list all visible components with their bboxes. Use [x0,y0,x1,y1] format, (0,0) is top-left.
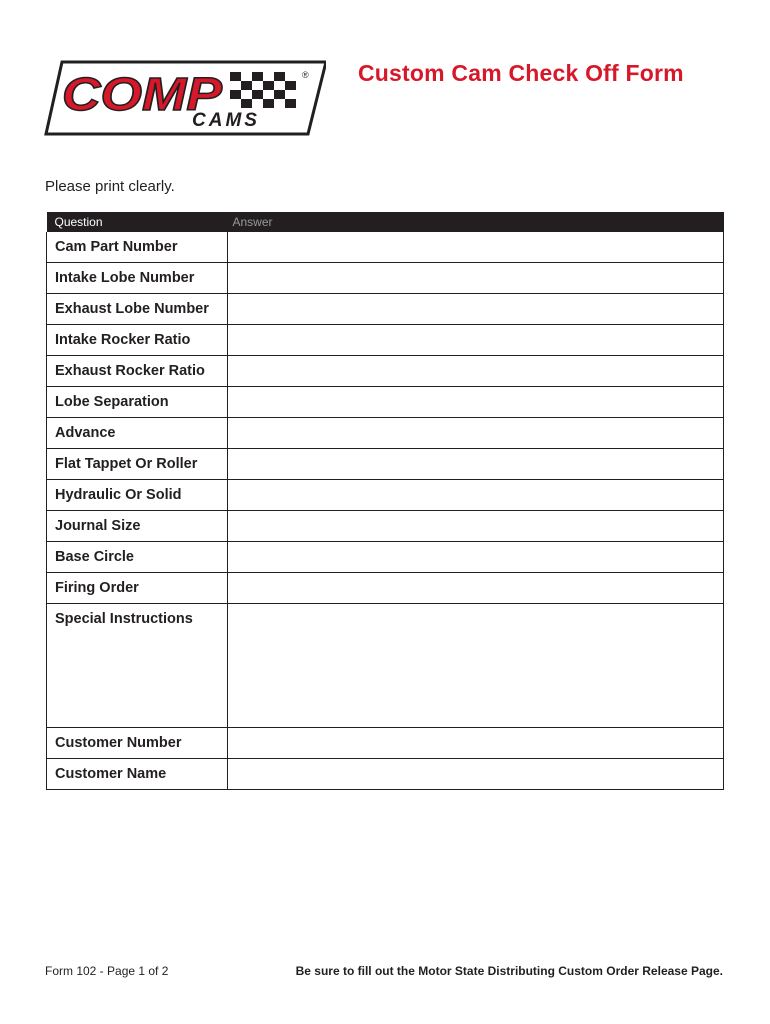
answer-field[interactable] [228,480,724,511]
answer-field[interactable] [228,759,724,790]
answer-field[interactable] [228,263,724,294]
table-header-row [47,212,724,232]
answer-field[interactable] [228,418,724,449]
page-title: Custom Cam Check Off Form [358,60,684,86]
logo-brand-text: COMP [62,68,223,120]
footer-note: Be sure to fill out the Motor State Distributing Custom Order Release Page. [295,964,723,978]
table-row [47,604,724,728]
table-row [47,573,724,604]
table-row [47,325,724,356]
question-cell: Intake Lobe Number [47,263,228,294]
table-row [47,511,724,542]
question-cell: Special Instructions [47,604,228,728]
table-row [47,232,724,263]
question-cell: Base Circle [47,542,228,573]
answer-field[interactable] [228,325,724,356]
question-cell: Firing Order [47,573,228,604]
question-cell: Flat Tappet Or Roller [47,449,228,480]
question-cell: Cam Part Number [47,232,228,263]
question-cell: Hydraulic Or Solid [47,480,228,511]
question-cell: Journal Size [47,511,228,542]
answer-field[interactable] [228,542,724,573]
table-row [47,759,724,790]
question-cell: Intake Rocker Ratio [47,325,228,356]
table-row [47,449,724,480]
question-cell: Exhaust Rocker Ratio [47,356,228,387]
table-row [47,542,724,573]
answer-field[interactable] [228,232,724,263]
answer-field[interactable] [228,511,724,542]
answer-field[interactable] [228,356,724,387]
answer-field[interactable] [228,387,724,418]
comp-cams-logo [44,60,326,136]
question-column-header: Question [47,212,228,232]
table-row [47,480,724,511]
instruction-text: Please print clearly. [45,178,175,195]
answer-field[interactable] [228,728,724,759]
table-row [47,387,724,418]
check-off-table [46,212,724,790]
question-cell: Exhaust Lobe Number [47,294,228,325]
special-instructions-field[interactable] [228,604,724,728]
logo-sub-text: CAMS [192,110,260,131]
table-row [47,294,724,325]
answer-column-header: Answer [228,212,724,232]
table-row [47,728,724,759]
checkered-flag-icon [230,72,296,108]
form-page-number: Form 102 - Page 1 of 2 [45,964,169,978]
question-cell: Lobe Separation [47,387,228,418]
table-row [47,356,724,387]
question-cell: Customer Name [47,759,228,790]
table-row [47,263,724,294]
answer-field[interactable] [228,573,724,604]
question-cell: Advance [47,418,228,449]
answer-field[interactable] [228,449,724,480]
table-row [47,418,724,449]
answer-field[interactable] [228,294,724,325]
logo-registered-mark: ® [302,70,309,80]
question-cell: Customer Number [47,728,228,759]
